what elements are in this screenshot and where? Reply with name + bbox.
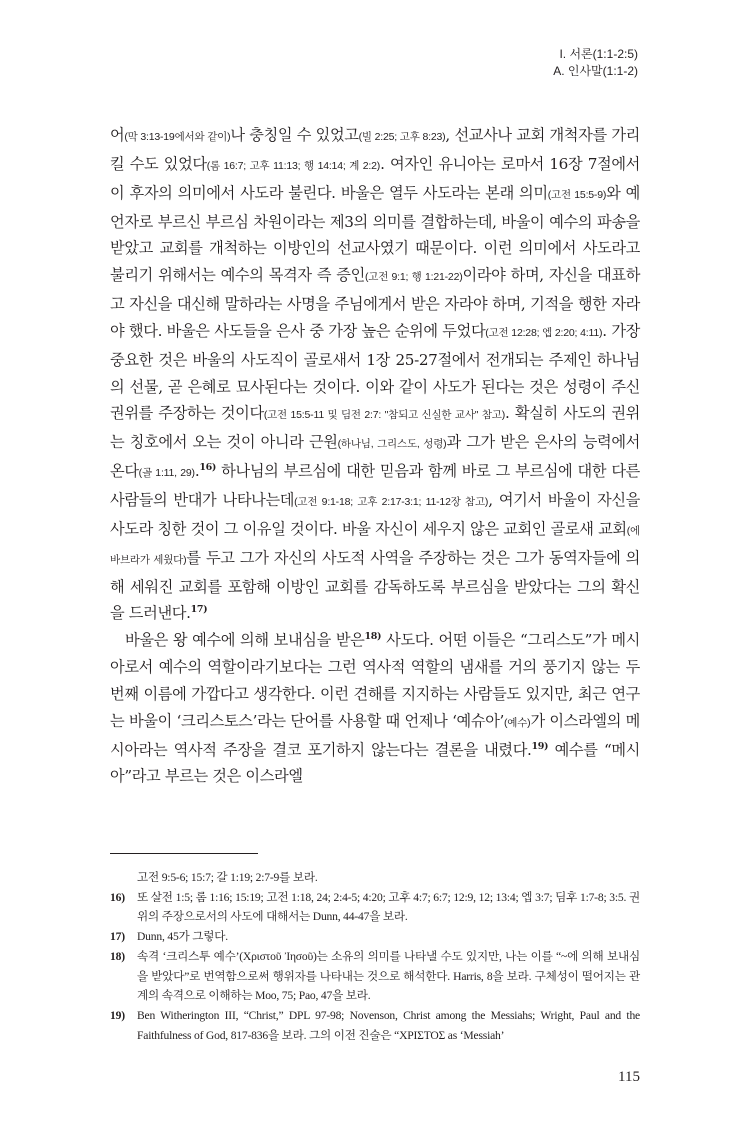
body-text-run: . 확실히 사도의 권위는 칭호에서 오는 것이 아니라 근원 [110, 404, 640, 452]
scripture-reference: (고전 9:1; 행 1:21-22) [364, 271, 463, 284]
footnote-number: 19) [110, 1008, 125, 1022]
footnote-marker: 18) [364, 631, 382, 643]
body-text-run: 하나님의 부르심에 대한 믿음과 함께 바로 그 부르심에 대한 다른 사람들의 반대가 나타나는데 [110, 462, 640, 509]
scripture-reference: (롬 16:7; 고후 11:13; 행 14:14; 계 2:2) [206, 159, 381, 172]
footnote-continuation [110, 868, 640, 888]
scripture-reference: (막 3:13-19에서와 같이) [124, 131, 231, 143]
footnote-number: 16) [110, 890, 125, 904]
body-paragraph [110, 627, 640, 790]
footnote-text: 또 살전 1:5; 롬 1:16; 15:19; 고전 1:18, 24; 2:4-5; 4:20; 고후 4:7; 6:7; 12:9, 12; 13:4; 엡 3:7; 딤후 1:7-8; 3:5. 권위의 주장으로서의 사도에 대해서는 Dunn, 44-47을 보라. [137, 890, 640, 924]
scripture-reference: (골 1:11, 29) [138, 467, 195, 480]
footnote [110, 927, 640, 947]
body-text-run: 사도다. 어떤 이들은 “그리스도”가 메시아로서 예수의 역할이라기보다는 그런 역사적 역할의 냄새를 거의 풍기지 않는 두 번째 이름에 가깝다고 생각한다. 이런 견해를 지지하는 사람들도 있지만, 최근 연구는 바울이 ‘크리스토스’라는 단어를 사용할 때 언제나 ‘예슈아’ [110, 631, 640, 730]
page-number: 115 [618, 1069, 640, 1085]
footnote-text: Dunn, 45가 그렇다. [137, 930, 228, 944]
footnote-marker: 19) [531, 740, 549, 752]
footnote-text: 속격 ‘크리스투 예수’(Χριστοῦ Ἰησοῦ)는 소유의 의미를 나타낼 수도 있지만, 나는 이를 “~에 의해 보내심을 받았다”로 번역함으로써 행위자를 나타내는 것으로 해석한다. Harris, 8을 보라. 구체성이 떨어지는 관계의 속격으로 이해하는 Moo, 75; Pao, 47을 보라. [137, 949, 640, 1003]
footnote [110, 1006, 640, 1045]
scripture-reference: (에바브라가 세웠다) [110, 524, 640, 566]
body-text-run: 바울은 왕 예수에 의해 보내심을 받은 [125, 631, 365, 650]
scripture-reference: (고전 9:1-18; 고후 2:17-3:1; 11-12장 참고) [294, 495, 489, 508]
main-body-text [110, 122, 640, 790]
scripture-reference: (하나님, 그리스도, 성령) [337, 438, 447, 451]
footnote-separator [110, 853, 258, 854]
body-text-run: 예수를 “메시아”라고 부르는 것은 이스라엘 [110, 740, 640, 786]
body-text-run: 가 이스라엘의 메시아라는 역사적 주장을 결코 포기하지 않는다는 결론을 내렸다. [110, 711, 640, 759]
body-paragraph [110, 122, 640, 627]
body-text-run: , 여기서 바울이 자신을 사도라 칭한 것이 그 이유일 것이다. 바울 자신이 세우지 않은 교회인 골로새 교회 [110, 490, 640, 538]
body-text-run: . 가장 중요한 것은 바울의 사도직이 골로새서 1장 25-27절에서 전개되는 주제인 하나님의 선물, 곧 은혜로 묘사된다는 것이다. 이와 같이 사도가 된다는 것은 성령이 주신 권위를 주장하는 것이다 [110, 321, 641, 423]
scripture-reference: (빌 2:25; 고후 8:23) [358, 131, 446, 143]
body-text-run: 어 [110, 126, 125, 144]
footnote-text: Ben Witherington III, “Christ,” DPL 97-98; Novenson, Christ among the Messiahs; Wright, Paul and the Faithfulness of God, 817-836을 보라. 그의 이전 진술은 “ΧΡΙΣΤΟΣ as ‘Messiah’ [137, 1008, 640, 1042]
footnote [110, 888, 640, 927]
scripture-reference: (고전 15:5-11 및 딤전 2:7: "참되고 신실한 교사" 참고) [263, 409, 506, 422]
running-head-subsection: A. 인사말(1:1-2) [553, 64, 638, 78]
scripture-reference: (고전 12:28; 엡 2:20; 4:11) [485, 326, 603, 339]
scripture-reference: (예수) [504, 716, 531, 729]
footnote-number: 17) [110, 930, 125, 944]
footnote-text: 고전 9:5-6; 15:7; 갈 1:19; 2:7-9를 보라. [137, 871, 318, 884]
footnote-marker: 16) [199, 462, 217, 474]
scripture-reference: (고전 15:5-9) [547, 188, 607, 201]
footnote [110, 947, 640, 1006]
body-text-run: , 선교사나 교회 개척자를 가리킬 수도 있었다 [110, 126, 640, 173]
footnote-marker: 17) [190, 604, 208, 616]
footnotes [110, 868, 640, 1045]
body-text-run: 를 두고 그가 자신의 사도적 사역을 주장하는 것은 그가 동역자들에 의해 세워진 교회를 포함해 이방인 교회를 감독하도록 부르심을 받았다는 그의 확신을 드러낸다. [110, 548, 640, 623]
body-text-run: 와 예언자로 부르신 부르심 차원이라는 제3의 의미를 결합하는데, 바울이 예수의 파송을 받았고 교회를 개척하는 이방인의 선교사였기 때문이다. 이런 의미에서 사도라고 불리기 위해서는 예수의 목격자 즉 증인 [110, 183, 640, 285]
body-text-run: 과 그가 받은 은사의 능력에서 온다 [110, 433, 640, 481]
footnote-number: 18) [110, 949, 125, 963]
body-text-run: 나 충칭일 수 있었고 [230, 126, 359, 144]
running-head-section: I. 서론(1:1-2:5) [559, 47, 638, 61]
body-text-run: . 여자인 유니아는 로마서 16장 7절에서 이 후자의 의미에서 사도라 불린다. 바울은 열두 사도라는 본래 의미 [110, 154, 640, 202]
body-text-run: . [194, 462, 200, 481]
running-head [553, 46, 638, 80]
body-text-run: 이라야 하며, 자신을 대표하고 자신을 대신해 말하라는 사명을 주님에게서 받은 자라야 하며, 기적을 행한 자라야 했다. 바울은 사도들을 은사 중 가장 높은 순위에 두었다 [110, 266, 641, 340]
